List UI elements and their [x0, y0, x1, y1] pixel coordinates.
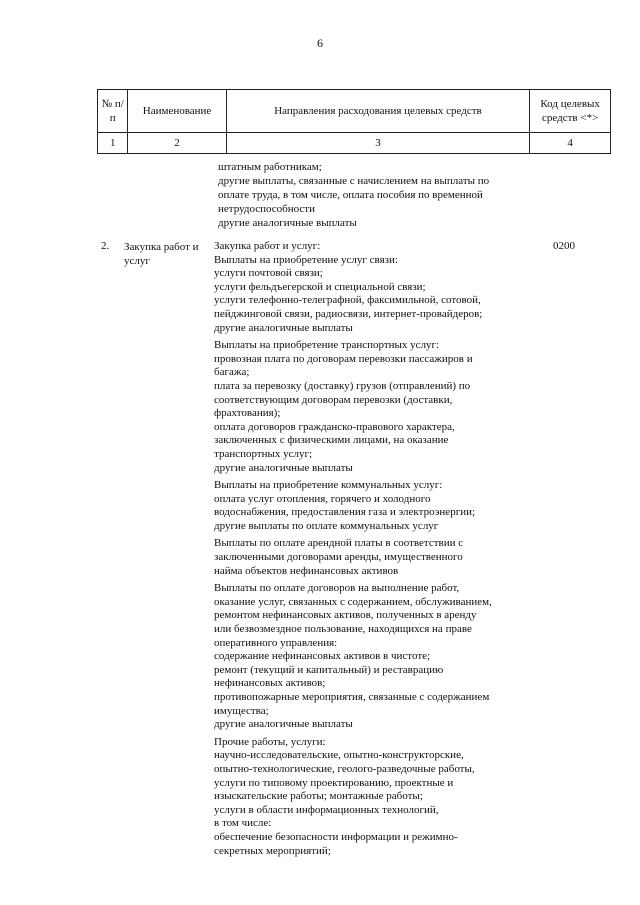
header-col-name: Наименование [128, 90, 226, 133]
description-line: Выплаты на приобретение коммунальных услуг: [214, 479, 443, 492]
description-line: Выплаты на приобретение транспортных услуг: [214, 339, 440, 352]
description-line: оперативного управления: [214, 636, 338, 649]
description-line: противопожарные мероприятия, связанные с содержанием [214, 691, 490, 703]
description-block [214, 582, 528, 732]
description-line: другие выплаты по оплате коммунальных услуг [214, 519, 439, 532]
description-line: водоснабжения, предоставления газа и электроэнергии; [214, 506, 476, 519]
description-line: оказание услуг, связанных с содержанием, обслуживанием, [214, 595, 492, 608]
description-line: услуги в области информационных технологий, [214, 803, 439, 816]
description-line: Закупка работ и услуг: [214, 240, 321, 252]
description-line: услуги телефонно-телеграфной, факсимильной, сотовой, [214, 294, 481, 307]
description-line: имущества; [214, 704, 269, 717]
column-number-4: 4 [530, 133, 611, 154]
page-number: 6 [317, 36, 323, 50]
row-number: 2. [101, 240, 110, 252]
description-line: Прочие работы, услуги: [214, 735, 326, 748]
description-line: содержание нефинансовых активов в чистоте; [214, 650, 431, 663]
row-description [214, 240, 528, 862]
description-line: или безвозмездное пользование, находящихся на праве [214, 623, 472, 636]
description-line: обеспечение безопасности информации и режимно- [214, 830, 458, 843]
description-line: услуги почтовой связи; [214, 267, 323, 280]
header-row [98, 90, 611, 133]
description-line: багажа; [214, 366, 250, 379]
description-block [214, 479, 528, 533]
description-block [214, 339, 528, 475]
continuation-text [218, 160, 524, 230]
description-line: Выплаты по оплате арендной платы в соответствии с [214, 537, 464, 550]
description-line: заключенными договорами аренды, имущественного [214, 551, 463, 564]
description-line: опытно-технологические, геолого-разведочные работы, [214, 762, 475, 775]
column-number-3: 3 [226, 133, 530, 154]
table-header [97, 89, 611, 154]
continuation-line: оплате труда, в том числе, оплата пособия по временной [218, 189, 483, 201]
continuation-line: другие выплаты, связанные с начислением на выплаты по [218, 175, 490, 187]
description-line: ремонт (текущий и капитальный) и реставрацию [214, 663, 444, 676]
description-block [214, 537, 528, 578]
description-line: другие аналогичные выплаты [214, 321, 353, 334]
column-number-2: 2 [128, 133, 226, 154]
description-line: научно-исследовательские, опытно-конструкторские, [214, 749, 464, 762]
description-line: изыскательские работы; монтажные работы; [214, 790, 423, 803]
description-line: найма объектов нефинансовых активов [214, 564, 399, 577]
description-line: транспортных услуг; [214, 447, 313, 460]
description-line: ремонтом нефинансовых активов, полученных в аренду [214, 609, 477, 622]
description-line: Выплаты на приобретение услуг связи: [214, 253, 398, 266]
description-line: услуги фельдъегерской и специальной связи; [214, 280, 426, 293]
header-col-code: Код целевых средств <*> [530, 90, 611, 133]
description-line: Выплаты по оплате договоров на выполнение работ, [214, 582, 460, 595]
description-line: нефинансовых активов; [214, 677, 326, 690]
description-line: фрахтования); [214, 407, 281, 420]
column-number-1: 1 [98, 133, 128, 154]
description-line: плата за перевозку (доставку) грузов (отправлений) по [214, 379, 471, 392]
description-line: секретных мероприятий; [214, 844, 331, 857]
description-block [214, 736, 528, 858]
description-line: соответствующим договорам перевозки (доставки, [214, 393, 453, 406]
description-line: в том числе: [214, 817, 272, 830]
continuation-line: другие аналогичные выплаты [218, 217, 357, 229]
header-col-directions: Направления расходования целевых средств [226, 90, 530, 133]
continuation-line: нетрудоспособности [218, 203, 316, 215]
description-line: услуги по типовому проектированию, проектные и [214, 776, 454, 789]
description-line: другие аналогичные выплаты [214, 461, 353, 474]
column-numbers-row [98, 133, 611, 154]
description-block [214, 240, 528, 335]
description-line: заключенных с физическими лицами, на оказание [214, 434, 449, 447]
description-line: оплата услуг отопления, горячего и холодного [214, 492, 431, 505]
description-line: провозная плата по договорам перевозки пассажиров и [214, 352, 473, 365]
header-col-number: № п/п [98, 90, 128, 133]
row-code: 0200 [553, 240, 575, 252]
row-name: Закупка работ и услуг [124, 241, 199, 267]
continuation-line: штатным работникам; [218, 161, 322, 173]
description-line: пейджинговой связи, радиосвязи, интернет-провайдеров; [214, 307, 483, 320]
description-line: другие аналогичные выплаты [214, 718, 353, 731]
description-line: оплата договоров гражданско-правового характера, [214, 420, 455, 433]
